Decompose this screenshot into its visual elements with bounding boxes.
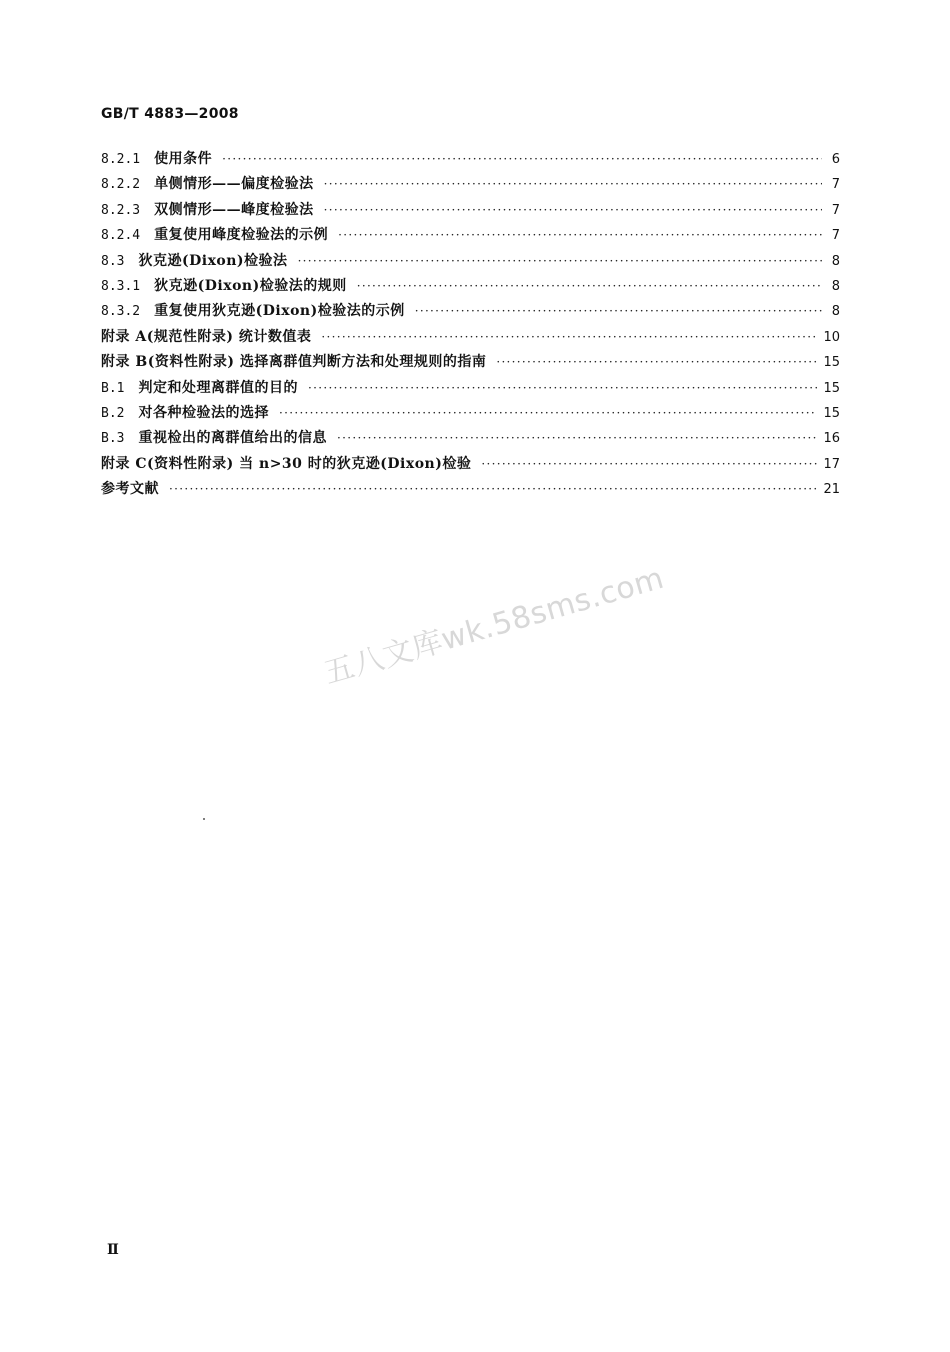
toc-entry-page: 15 <box>823 355 840 371</box>
toc-entry-number: B.3 <box>101 431 125 447</box>
standard-code-header: GB/T 4883—2008 <box>101 106 239 122</box>
toc-entry-title: 狄克逊(Dixon)检验法 <box>138 252 288 269</box>
toc-entry-page: 10 <box>823 329 840 345</box>
page-number: Ⅱ <box>107 1242 119 1258</box>
toc-entry-page: 6 <box>831 152 840 167</box>
toc-entry-page: 15 <box>823 405 840 421</box>
toc-entry-title: 使用条件 <box>154 151 213 167</box>
toc-dot-leader <box>338 228 822 242</box>
toc-entry-appendix-b[interactable] <box>101 351 840 376</box>
toc-entry[interactable] <box>101 199 840 224</box>
toc-entry-number: 8.2.1 <box>101 152 141 167</box>
toc-entry-number: 8.2.3 <box>101 202 141 218</box>
toc-entry[interactable] <box>101 224 840 249</box>
toc-dot-leader <box>308 381 817 395</box>
toc-entry-title: 重复使用峰度检验法的示例 <box>154 227 329 244</box>
toc-entry[interactable] <box>101 250 840 275</box>
toc-entry[interactable] <box>101 173 840 198</box>
toc-entry-title: 判定和处理离群值的目的 <box>138 379 298 396</box>
toc-entry[interactable] <box>101 377 840 402</box>
toc-entry-page: 7 <box>831 177 840 193</box>
toc-entry-title: 参考文献 <box>101 481 159 498</box>
toc-dot-leader <box>169 482 817 496</box>
toc-entry-appendix-a[interactable] <box>101 326 840 351</box>
toc-entry-page: 15 <box>823 380 840 396</box>
toc-entry-title: 重复使用狄克逊(Dixon)检验法的示例 <box>154 303 405 320</box>
toc-entry-page: 8 <box>831 278 840 294</box>
toc-entry-number: B.2 <box>101 405 125 421</box>
toc-entry-references[interactable] <box>101 478 840 503</box>
toc-entry-title: 狄克逊(Dixon)检验法的规则 <box>154 277 347 294</box>
toc-dot-leader <box>222 152 822 166</box>
toc-entry-page: 7 <box>831 228 840 244</box>
table-of-contents <box>101 148 840 503</box>
toc-entry-page: 21 <box>823 482 840 498</box>
toc-entry[interactable] <box>101 427 840 452</box>
scan-speck <box>203 818 205 820</box>
toc-entry[interactable] <box>101 148 840 173</box>
toc-entry-title: 附录 C(资料性附录) 当 n>30 时的狄克逊(Dixon)检验 <box>101 455 472 472</box>
toc-entry-number: 8.2.2 <box>101 177 141 193</box>
toc-entry-page: 17 <box>823 456 840 472</box>
toc-dot-leader <box>324 177 822 191</box>
toc-entry[interactable] <box>101 300 840 325</box>
toc-entry-title: 重视检出的离群值给出的信息 <box>138 430 327 447</box>
toc-entry-title: 单侧情形——偏度检验法 <box>154 176 314 193</box>
toc-entry-number: 8.3.2 <box>101 304 141 320</box>
toc-entry[interactable] <box>101 275 840 300</box>
toc-entry-page: 16 <box>823 431 840 447</box>
toc-entry-appendix-c[interactable] <box>101 453 840 478</box>
toc-entry-number: 8.2.4 <box>101 228 141 244</box>
toc-entry-title: 附录 A(规范性附录) 统计数值表 <box>101 328 312 345</box>
watermark-text: 五八文库wk.58sms.com <box>320 560 668 692</box>
toc-entry-page: 7 <box>831 202 840 218</box>
toc-dot-leader <box>415 304 822 318</box>
toc-entry[interactable] <box>101 402 840 427</box>
toc-dot-leader <box>496 355 817 369</box>
toc-dot-leader <box>321 330 817 344</box>
toc-entry-number: B.1 <box>101 380 125 396</box>
toc-entry-title: 附录 B(资料性附录) 选择离群值判断方法和处理规则的指南 <box>101 354 487 371</box>
toc-dot-leader <box>279 406 817 420</box>
toc-dot-leader <box>357 279 822 293</box>
toc-dot-leader <box>337 431 817 445</box>
toc-entry-page: 8 <box>831 304 840 320</box>
toc-entry-number: 8.3.1 <box>101 278 141 294</box>
toc-entry-number: 8.3 <box>101 253 125 269</box>
toc-dot-leader <box>324 203 822 217</box>
toc-entry-page: 8 <box>831 253 840 269</box>
toc-entry-title: 对各种检验法的选择 <box>138 404 269 421</box>
toc-dot-leader <box>481 457 817 471</box>
toc-dot-leader <box>298 254 822 268</box>
toc-entry-title: 双侧情形——峰度检验法 <box>154 201 314 218</box>
